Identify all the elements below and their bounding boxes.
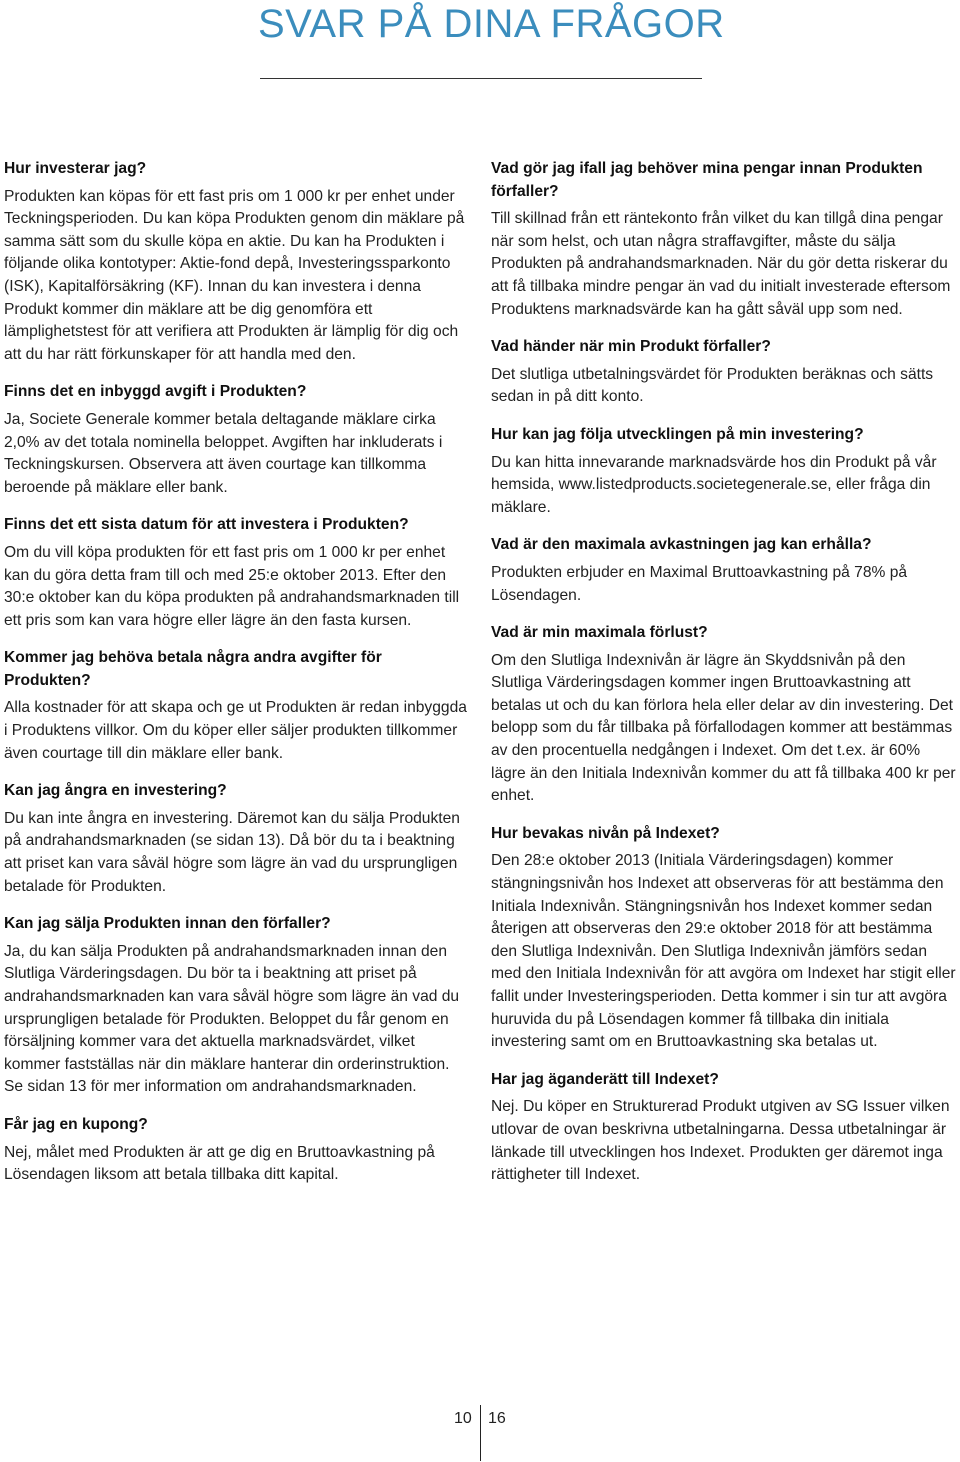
faq-item	[4, 780, 468, 898]
faq-answer: Det slutliga utbetalningsvärdet för Produkten beräknas och sätts sedan in på ditt konto.	[491, 365, 934, 406]
page-footer	[0, 1405, 960, 1461]
faq-question: Kommer jag behöva betala några andra avgifter för Produkten?	[4, 649, 382, 689]
page-number-right: 16	[488, 1410, 506, 1427]
faq-item	[4, 913, 468, 1099]
faq-item	[491, 622, 956, 808]
faq-question: Vad är min maximala förlust?	[491, 624, 708, 642]
faq-item	[4, 381, 468, 499]
faq-question: Får jag en kupong?	[4, 1115, 148, 1133]
faq-question: Kan jag sälja Produkten innan den förfaller?	[4, 915, 331, 933]
faq-answer: Alla kostnader för att skapa och ge ut Produkten är redan inbyggda i Produktens villkor. Om du köper eller säljer produkten tillkommer även courtage till din mäklare eller bank.	[4, 699, 467, 762]
faq-answer: Om den Slutliga Indexnivån är lägre än Skyddsnivån på den Slutliga Värderingsdagen kommer ingen Bruttoavkastning att betalas ut och du kan förlora hela eller delar av din investering. Det belopp som du får tillbaka på förfallodagen kommer att bestämmas av den procentuella nedgången i Indexet. Om det t.ex. är 60% lägre än den Initiala Indexnivån kommer du att få tillbaka 400 kr per enhet.	[491, 651, 956, 805]
faq-question: Kan jag ångra en investering?	[4, 782, 227, 800]
page-number-divider	[480, 1405, 481, 1461]
faq-answer: Produkten erbjuder en Maximal Bruttoavkastning på 78% på Lösendagen.	[491, 563, 908, 604]
faq-question: Hur kan jag följa utvecklingen på min investering?	[491, 425, 864, 443]
faq-question: Finns det en inbyggd avgift i Produkten?	[4, 383, 307, 401]
faq-item	[491, 158, 956, 321]
faq-question: Hur investerar jag?	[4, 160, 147, 177]
faq-answer: Nej, målet med Produkten är att ge dig en Bruttoavkastning på Lösendagen liksom att betala tillbaka ditt kapital.	[4, 1143, 435, 1184]
page-number-left: 10	[454, 1410, 472, 1427]
faq-question: Hur bevakas nivån på Indexet?	[491, 824, 720, 842]
faq-question: Vad är den maximala avkastningen jag kan erhålla?	[491, 536, 872, 554]
faq-item	[4, 647, 468, 765]
faq-answer: Ja, Societe Generale kommer betala deltagande mäklare cirka 2,0% av det totala nominella beloppet. Avgiften har inkluderats i Teckningskursen. Observera att även courtage kan tillkomma beroende på mäklare eller bank.	[4, 410, 443, 496]
faq-item	[491, 823, 956, 1054]
faq-answer: Till skillnad från ett räntekonto från vilket du kan tillgå dina pengar när som helst, och utan några straffavgifter, måste du sälja Produkten på andrahandsmarknaden. När du gör detta riskerar du att få tillbaka mindre pengar än vad du initialt investerade eftersom Produktens marknadsvärde kan ha gått såväl upp som ned.	[491, 210, 951, 318]
faq-question: Har jag äganderätt till Indexet?	[491, 1070, 719, 1088]
faq-answer: Den 28:e oktober 2013 (Initiala Värderingsdagen) kommer stängningsnivån hos Indexet att observeras för att bestämma den Initiala Indexnivån. Stängningsnivån hos Indexet kommer sedan återigen att observeras den 29:e oktober 2018 för att bestämma den Slutliga Indexnivån. Den Slutliga Indexnivån jämförs sedan med den Initiala Indexnivån för att avgöra om Indexet har stigit eller fallit under Investeringsperioden. Detta kommer i sin tur att avgöra huruvida du på Lösendagen kommer få tillbaka din initiala investering samt om en Bruttoavkastning ska betalas ut.	[491, 852, 956, 1051]
faq-answer: Om du vill köpa produkten för ett fast pris om 1 000 kr per enhet kan du göra detta fram till och med 25:e oktober 2013. Efter den 30:e oktober kan du köpa produkten på andrahandsmarknaden till ett pris som kan vara högre eller lägre än den fasta kursen.	[4, 543, 460, 629]
faq-question: Finns det ett sista datum för att investera i Produkten?	[4, 516, 409, 534]
title-divider	[260, 78, 702, 79]
faq-answer: Nej. Du köper en Strukturerad Produkt utgiven av SG Issuer vilken utlovar de ovan beskrivna utbetalningarna. Dessa utbetalningar är länkade till utvecklingen hos Indexet. Produkten ger däremot inga rättigheter till Indexet.	[491, 1098, 950, 1184]
faq-answer: Produkten kan köpas för ett fast pris om 1 000 kr per enhet under Teckningsperioden. Du kan köpa Produkten genom din mäklare på samma sätt som du skulle köpa en aktie. Du kan ha Produkten i följande olika kontotyper: Aktie-fond depå, Investeringssparkonto (ISK), Kapitalförsäkring (KF). Innan du kan investera i denna Produkt kommer din mäklare att be dig genomföra ett lämplighetstest för att verifiera att Produkten är lämplig för dig och att du har rätt förkunskaper för att handla med den.	[4, 187, 465, 363]
faq-question: Vad händer när min Produkt förfaller?	[491, 338, 771, 356]
left-column	[4, 158, 468, 1202]
faq-item	[491, 534, 956, 607]
faq-item	[4, 514, 468, 632]
faq-item	[491, 424, 956, 519]
faq-question: Vad gör jag ifall jag behöver mina pengar innan Produkten förfaller?	[491, 160, 923, 200]
faq-answer: Du kan hitta innevarande marknadsvärde hos din Produkt på vår hemsida, www.listedproducts.societegenerale.se, eller fråga din mäklare.	[491, 453, 937, 516]
faq-answer: Du kan inte ångra en investering. Däremot kan du sälja Produkten på andrahandsmarknaden (se sidan 13). Då bör du ta i beaktning att priset kan vara såväl högre som lägre än vad du ursprungligen betalade för Produkten.	[4, 809, 460, 895]
faq-item	[491, 1069, 956, 1187]
faq-answer: Ja, du kan sälja Produkten på andrahandsmarknaden innan den Slutliga Värderingsdagen. Du bör ta i beaktning att priset på andrahandsmarknaden kan vara såväl högre som lägre än vad du ursprungligen betalade för Produkten. Beloppet du får genom en försäljning kommer vara det aktuella marknadsvärdet, vilket kommer fastställas när din mäklare hanterar din orderinstruktion. Se sidan 13 för mer information om andrahandsmarknaden.	[4, 942, 460, 1096]
faq-item	[4, 1114, 468, 1187]
page-title: SVAR PÅ DINA FRÅGOR	[258, 2, 725, 46]
faq-item	[4, 158, 468, 366]
faq-item	[491, 336, 956, 409]
right-column	[491, 158, 956, 1202]
